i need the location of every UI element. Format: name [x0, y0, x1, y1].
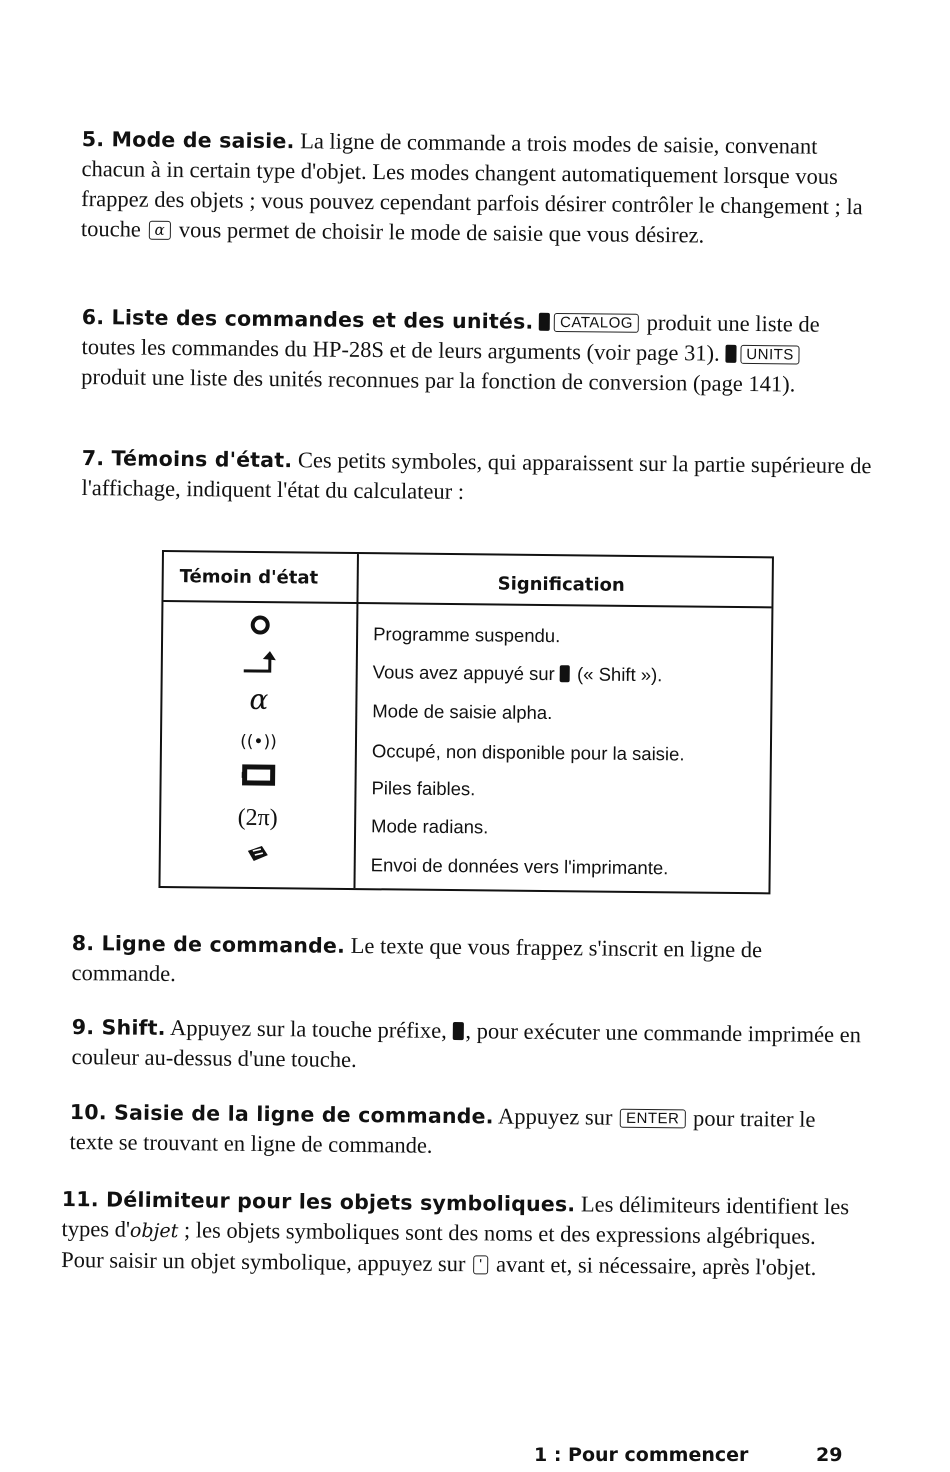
p9-text-b: , pour exécuter une commande imprimée en couleur au-dessus d'une touche.: [71, 1018, 862, 1072]
radians-icon: (2π): [237, 804, 278, 832]
heading-8: 8. Ligne de commande.: [71, 930, 346, 958]
status-table: [158, 550, 774, 894]
p11-italic-objet: objet: [129, 1219, 179, 1243]
p10-text-a: Appuyez sur: [493, 1103, 619, 1130]
p7-text: Ces petits symboles, qui apparaissent sur la partie supérieure de l'affichage, indiquent l'état du calculateur :: [81, 447, 872, 505]
heading-9: 9. Shift.: [71, 1014, 166, 1040]
heading-6: 6. Liste des commandes et des unités.: [81, 304, 534, 334]
paragraph-9: [71, 1012, 862, 1080]
table-row: Occupé, non disponible pour la saisie.: [371, 740, 685, 765]
shift-key-icon: [452, 1022, 463, 1040]
p10-text-b: pour traiter le texte se trouvant en ligne de commande.: [69, 1105, 816, 1158]
p5-text-a: La ligne de commande a trois modes de saisie, convenant chacun à in certain type d'objet. Les modes changent automatiquement lorsque vous frappez des objets ; vous pouvez cependant parfois désirer contrôler le changement ; la touche: [80, 128, 863, 242]
shift-key-icon: [725, 345, 736, 363]
paragraph-5: [81, 124, 872, 252]
heading-11: 11. Délimiteur pour les objets symboliques.: [61, 1186, 576, 1217]
table-header-meaning: Signification: [497, 573, 625, 596]
shift-key-icon: [560, 665, 570, 682]
table-row: Piles faibles.: [371, 777, 476, 800]
footer-chapter: 1 : Pour commencer: [534, 1444, 749, 1466]
busy-icon: ((•)): [240, 731, 277, 753]
p5-text-b: vous permet de choisir le mode de saisie que vous désirez.: [173, 216, 705, 248]
p6-text-a: produit une liste de toutes les commandes du HP-28S et de leurs arguments (voir page 31).: [81, 309, 820, 366]
heading-7: 7. Témoins d'état.: [81, 445, 293, 473]
row-2-text-a: Vous avez appuyé sur: [372, 661, 561, 685]
table-row: Mode radians.: [371, 815, 489, 838]
table-row: [373, 660, 663, 687]
paragraph-7: [81, 443, 872, 511]
p11-text-a: Les délimiteurs identifient les types d': [61, 1191, 850, 1242]
row-2-text-b: (« Shift »).: [571, 663, 663, 686]
p11-text-c: avant et, si nécessaire, après l'objet.: [490, 1251, 817, 1280]
busy-circle-icon: [163, 612, 356, 644]
printer-icon: [161, 842, 354, 875]
paragraph-8: [71, 928, 862, 996]
table-header-indicator: Témoin d'état: [179, 566, 319, 589]
paragraph-6: [81, 302, 872, 400]
p8-text: Le texte que vous frappez s'inscrit en ligne de commande.: [71, 932, 763, 987]
p11-text-b: ; les objets symboliques sont des noms et des expressions algébriques. Pour saisir un objet symbolique, appuyez sur: [61, 1217, 816, 1277]
shift-arrow-icon: [163, 648, 356, 685]
battery-icon: [161, 762, 354, 797]
paragraph-10: [69, 1097, 860, 1165]
table-row: Programme suspendu.: [373, 623, 561, 647]
catalog-key: CATALOG: [554, 313, 639, 333]
p6-text-b: produit une liste des unités reconnues par la fonction de conversion (page 141).: [81, 363, 796, 397]
heading-10: 10. Saisie de la ligne de commande.: [69, 1099, 494, 1129]
page-number: 29: [816, 1444, 843, 1466]
shift-key-icon: [539, 313, 550, 331]
alpha-key: α: [148, 221, 171, 240]
enter-key: ENTER: [620, 1109, 686, 1129]
alpha-icon: α: [249, 682, 269, 717]
paragraph-11: [61, 1184, 852, 1283]
quote-key: ': [473, 1255, 489, 1274]
table-header-rule: [163, 600, 771, 608]
table-row: Envoi de données vers l'imprimante.: [370, 854, 669, 879]
table-row: Mode de saisie alpha.: [372, 700, 553, 724]
table-divider: [353, 554, 358, 888]
heading-5: 5. Mode de saisie.: [81, 126, 295, 154]
p9-text-a: Appuyez sur la touche préfixe,: [165, 1014, 453, 1043]
units-key: UNITS: [740, 345, 800, 365]
